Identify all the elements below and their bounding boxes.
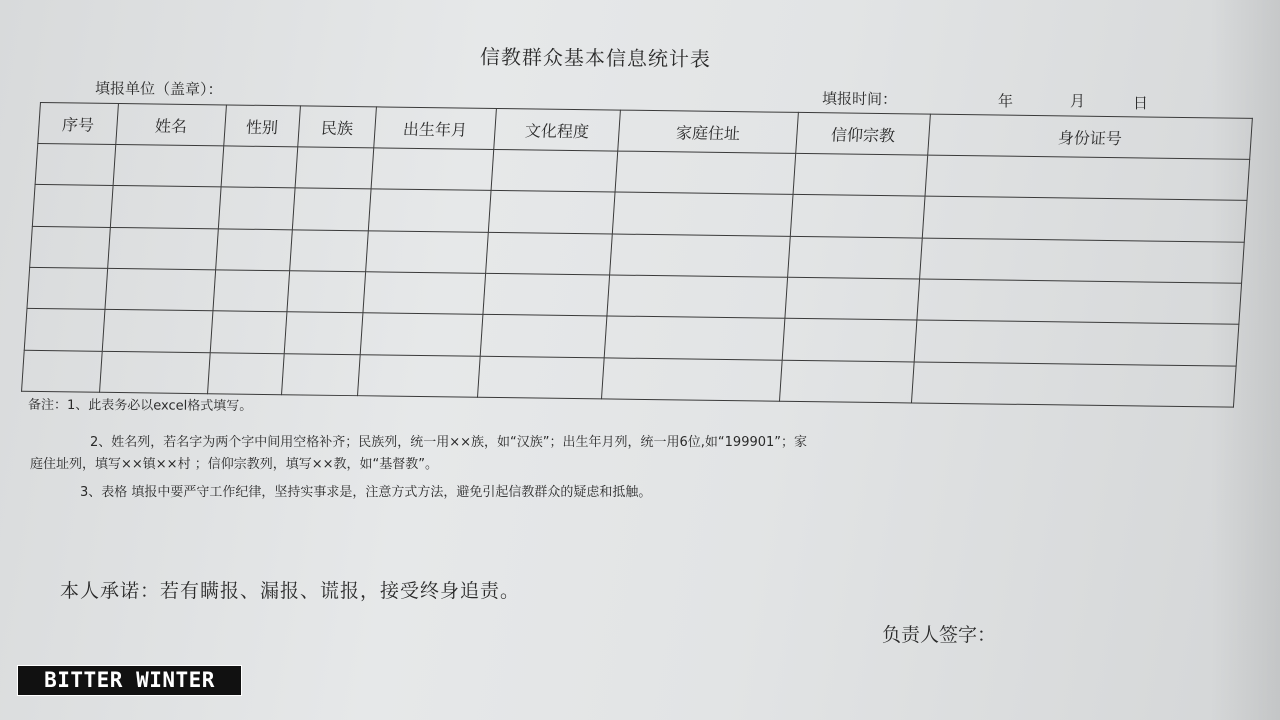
header-religion: 信仰宗教 (796, 112, 931, 155)
table-cell (284, 312, 363, 354)
promise-statement: 本人承诺：若有瞒报、漏报、谎报，接受终身追责。 (60, 580, 521, 602)
table-cell (793, 153, 928, 196)
header-education: 文化程度 (494, 108, 621, 151)
table-cell (788, 236, 923, 279)
table-cell (920, 238, 1245, 284)
table-cell (22, 350, 103, 392)
table-cell (368, 189, 491, 232)
table-cell (102, 310, 213, 353)
date-day-label: 日 (1133, 94, 1149, 112)
note-line-1: 备注：1、此表务必以excel格式填写。 (27, 397, 253, 414)
table-cell (601, 358, 782, 402)
table-cell (30, 226, 111, 268)
header-address: 家庭住址 (618, 110, 799, 153)
table-cell (295, 147, 374, 189)
notes-section (28, 398, 1253, 504)
table-cell (290, 229, 369, 271)
table-cell (282, 353, 361, 395)
info-table (21, 102, 1253, 408)
table-cell (366, 230, 489, 273)
table-cell (917, 279, 1242, 325)
reporting-unit-label: 填报单位（盖章）： (94, 79, 223, 99)
table-body (22, 143, 1250, 407)
table-cell (358, 354, 481, 397)
table-cell (371, 148, 494, 191)
watermark-text: BITTER WINTER (44, 668, 215, 692)
table-cell (100, 351, 211, 394)
table-cell (32, 185, 113, 227)
table-cell (218, 187, 295, 229)
table-cell (360, 313, 483, 356)
table-cell (914, 320, 1239, 366)
table-cell (27, 267, 108, 309)
table-cell (779, 360, 914, 403)
table-cell (610, 234, 791, 278)
table-cell (922, 196, 1247, 242)
header-name: 姓名 (116, 104, 227, 146)
document-title: 信教群众基本信息统计表 (479, 44, 712, 72)
info-table-wrapper (21, 102, 1252, 408)
date-year-label: 年 (998, 92, 1014, 110)
table-cell (480, 315, 607, 358)
table-cell (607, 275, 788, 319)
table-cell (208, 352, 285, 394)
table-cell (488, 191, 615, 234)
header-ethnicity: 民族 (298, 106, 377, 148)
note-line-3: 3、表格 填报中要严守工作纪律，坚持实事求是，注意方式方法，避免引起信教群众的疑虑和抵触。 (80, 485, 652, 500)
reporting-date-label: 填报时间： (821, 89, 898, 109)
table-cell (292, 188, 371, 230)
table-cell (782, 319, 917, 362)
table-cell (486, 232, 613, 275)
watermark-logo (17, 665, 242, 696)
date-month-label: 月 (1070, 92, 1086, 110)
table-cell (612, 192, 793, 236)
table-cell (483, 273, 610, 316)
table-cell (287, 271, 366, 313)
table-cell (604, 316, 785, 360)
signature-label: 负责人签字： (882, 624, 997, 646)
table-cell (35, 143, 116, 185)
note-line-2b: 庭住址列，填写××镇××村 ；信仰宗教列，填写××教，如“基督教”。 (30, 457, 438, 472)
note-line-2a: 2、姓名列，若名字为两个字中间用空格补齐；民族列，统一用××族，如“汉族”；出生年月列，统一用6位,如“199901”；家 (90, 435, 808, 450)
table-cell (108, 227, 219, 270)
table-cell (363, 272, 486, 315)
table-cell (615, 151, 796, 195)
header-index: 序号 (38, 103, 119, 145)
table-cell (210, 311, 287, 353)
table-cell (110, 186, 221, 229)
table-cell (491, 149, 618, 192)
table-cell (213, 270, 290, 312)
table-cell (113, 144, 224, 187)
table-cell (105, 268, 216, 311)
table-cell (478, 356, 605, 399)
table-cell (24, 309, 105, 351)
header-gender: 性别 (224, 105, 301, 147)
table-cell (785, 277, 920, 320)
header-birth-month: 出生年月 (374, 107, 497, 150)
table-cell (925, 155, 1250, 201)
table-cell (790, 195, 925, 238)
table-cell (221, 146, 298, 188)
table-cell (216, 229, 293, 271)
header-id-number: 身份证号 (928, 114, 1253, 159)
